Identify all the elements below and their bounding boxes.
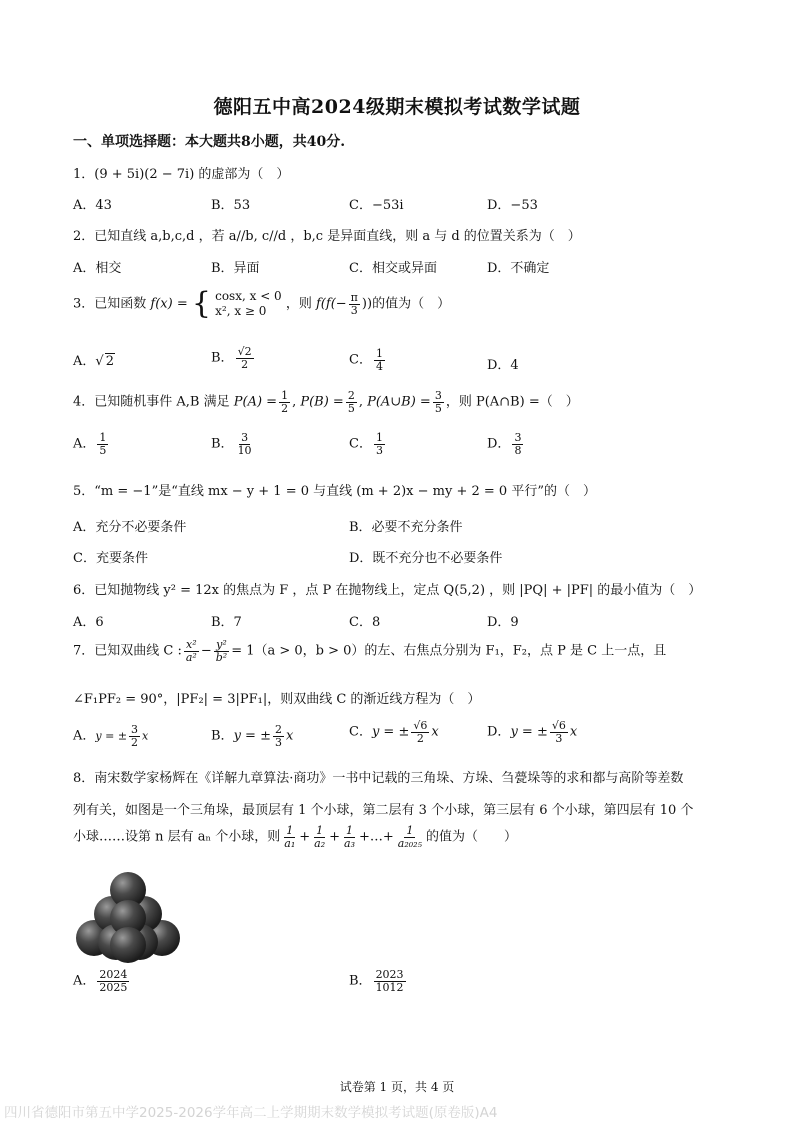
question-8-line-2: 列有关，如图是一个三角垛，最顶层有 1 个小球，第二层有 3 个小球，第三层有 6 个小球，第四层有 10 个 xyxy=(73,803,694,818)
q3-option-c: C． $\frac{1}{4}$ xyxy=(349,347,383,373)
q3-case-1: cosx, x < 0 xyxy=(215,289,282,303)
q3-option-d: D．4 xyxy=(487,358,519,373)
q3-brace: { xyxy=(191,286,211,321)
question-3-stem xyxy=(73,286,451,321)
q5-option-b: B．必要不充分条件 xyxy=(349,520,463,535)
q7-option-d: D．y = ± $\frac{√6}{3}$ x xyxy=(487,719,578,745)
q8-option-a: A． $\frac{2024}{2025}$ xyxy=(73,968,128,994)
q4-option-b: B． $\frac{3}{10}$ xyxy=(211,431,252,457)
q3-mid: ，则 xyxy=(285,296,312,312)
question-5-stem: 5．“m = −1”是“直线 mx − y + 1 = 0 与直线 (m + 2)x − my + 2 = 0 平行”的（ ） xyxy=(73,484,596,499)
q3-pre: 3．已知函数 xyxy=(73,296,147,312)
q2-option-c: C．相交或异面 xyxy=(349,261,437,276)
q2-option-a: A．相交 xyxy=(73,261,122,276)
question-7-stem: 7．已知双曲线 C : $\frac{\text{x²}}{\text{a²}}$ − $\frac{\text{y²}}{\text{b²}}$ = 1（a > 0，b > 0）的左、右焦点分别为 F₁，F₂，点 P 是 C 上一点，且 xyxy=(73,638,667,664)
q3-ff: f(f(− xyxy=(316,296,347,312)
q3-option-b: B． $\frac{√2}{2}$ xyxy=(211,345,252,371)
q8-option-b: B． $\frac{2023}{1012}$ xyxy=(349,968,404,994)
q3-case-2: x², x ≥ 0 xyxy=(215,304,267,318)
question-6-stem: 6．已知抛物线 y² = 12x 的焦点为 F ，点 P 在抛物线上，定点 Q(5,2) ，则 |PQ| + |PF| 的最小值为（ ） xyxy=(73,583,702,598)
q1-option-b: B．53 xyxy=(211,198,251,213)
q3-fx: f(x) = xyxy=(150,296,188,312)
triangular-ball-pile-image xyxy=(72,868,184,964)
q6-option-c: C．8 xyxy=(349,615,381,630)
q2-option-b: B．异面 xyxy=(211,261,260,276)
q7-option-a: A．y = ± $\frac{3}{2}$ x xyxy=(73,723,149,749)
question-2-stem: 2．已知直线 a,b,c,d ，若 a//b, c//d ，b,c 是异面直线，则 a 与 d 的位置关系为（ ） xyxy=(73,229,581,244)
q3-close: )) xyxy=(361,296,373,312)
q3-pi-over-3: $\frac{\pi}{3}$ xyxy=(350,290,358,317)
question-8-line-1: 8．南宋数学家杨辉在《详解九章算法·商功》一书中记载的三角垛、方垛、刍甍垛等的求和都与高阶等差数 xyxy=(73,771,684,786)
section-heading: 一、单项选择题：本大题共8小题，共40分. xyxy=(73,134,346,150)
q3-post: 的值为（ ） xyxy=(372,296,451,312)
ball xyxy=(110,927,146,963)
q3-cases xyxy=(215,289,282,319)
page-title: 德阳五中高2024级期末模拟考试数学试题 xyxy=(213,96,581,118)
q1-option-d: D．−53 xyxy=(487,198,538,213)
q6-option-a: A．6 xyxy=(73,615,104,630)
q5-option-a: A．充分不必要条件 xyxy=(73,520,187,535)
q3-option-a: A．√ 2 xyxy=(73,354,114,369)
question-4-stem: 4．已知随机事件 A,B 满足 P(A) = $\frac{1}{2}$ , P(B) = $\frac{2}{5}$ , P(A∪B) = $\frac{3}{5}$ ，则 P(A∩B) =（ ） xyxy=(73,389,579,415)
question-8-line-3: 小球……设第 n 层有 aₙ 个小球，则 $\frac{1}{\text{a₁}}$ + $\frac{1}{\text{a₂}}$ + $\frac{1}{\text{a₃}}$ +…+ $\frac{1}{\text{a₂₀₂₅}}$ 的值为（ ） xyxy=(73,824,518,850)
q7-option-c: C．y = ± $\frac{√6}{2}$ x xyxy=(349,719,439,745)
q1-option-c: C．−53i xyxy=(349,198,404,213)
watermark-text: 四川省德阳市第五中学2025-2026学年高二上学期期末数学模拟考试题(原卷版)A4 xyxy=(4,1105,498,1121)
q7-option-b: B．y = ± $\frac{2}{3}$ x xyxy=(211,723,294,749)
question-1-stem: 1．(9 + 5i)(2 − 7i) 的虚部为（ ） xyxy=(73,167,290,182)
q2-option-d: D．不确定 xyxy=(487,261,550,276)
q6-option-d: D．9 xyxy=(487,615,519,630)
q6-option-b: B．7 xyxy=(211,615,242,630)
q4-option-c: C． $\frac{1}{3}$ xyxy=(349,431,383,457)
q4-option-d: D． $\frac{3}{8}$ xyxy=(487,431,522,457)
page-footer: 试卷第 1 页，共 4 页 xyxy=(339,1080,455,1094)
q5-option-c: C．充要条件 xyxy=(73,551,148,566)
q4-option-a: A． $\frac{1}{5}$ xyxy=(73,431,107,457)
q1-option-a: A．43 xyxy=(73,198,112,213)
question-7-line-2: ∠F₁PF₂ = 90°，|PF₂| = 3|PF₁|，则双曲线 C 的渐近线方程为（ ） xyxy=(73,692,481,707)
q5-option-d: D．既不充分也不必要条件 xyxy=(349,551,503,566)
